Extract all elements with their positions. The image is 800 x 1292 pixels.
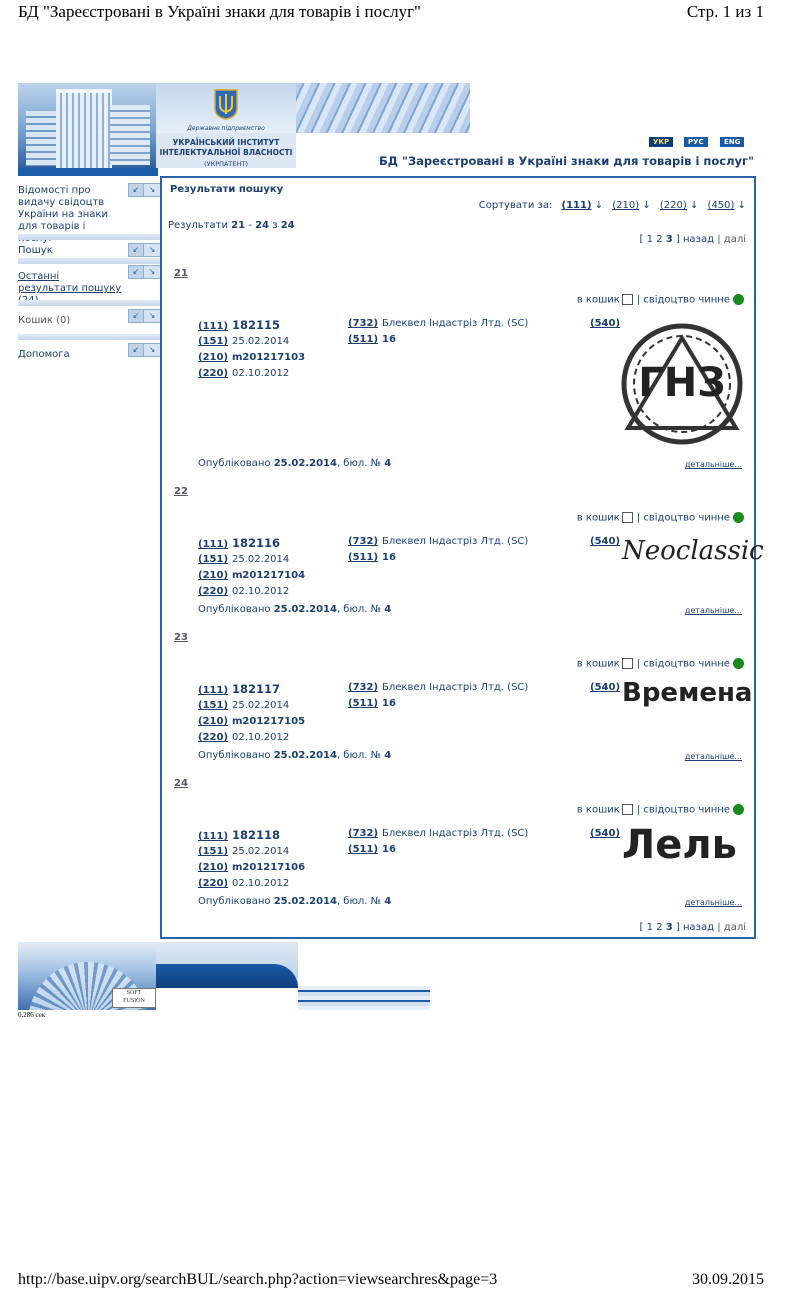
status-valid-icon [733,294,744,305]
add-to-cart-checkbox[interactable] [622,804,633,815]
pager-top: [ 1 2 3 ] назад | далі [639,234,746,245]
details-link[interactable]: детальніше... [684,460,742,469]
details-link[interactable]: детальніше... [684,898,742,907]
field-540: (540) [590,536,621,547]
arrow-icon: ↙ [128,265,144,279]
arrow-icon: ↙ [128,243,144,257]
field-210: (210) m201217106 [198,862,306,873]
institute-name: УКРАЇНСЬКИЙ ІНСТИТУТ ІНТЕЛЕКТУАЛЬНОЇ ВЛАСНОСТІ [159,138,293,157]
record-index[interactable]: 24 [174,778,188,789]
field-511: (511) 16 [348,552,396,563]
sidebar-divider [18,258,160,264]
field-111: (111) 182115 [198,318,281,332]
sort-label: Сортувати за: [478,200,553,211]
print-footer-date: 30.09.2015 [692,1271,764,1288]
softfusion-logo[interactable]: SOFT FUSION [112,988,156,1008]
page-3-current: 3 [665,922,673,933]
field-220: (220) 02.10.2012 [198,878,290,889]
page-2-link[interactable]: 2 [656,922,663,933]
add-to-cart-checkbox[interactable] [622,512,633,523]
trademark-image [618,318,746,450]
footer-image [156,942,298,988]
field-151: (151) 25.02.2014 [198,700,290,711]
print-footer-url: http://base.uipv.org/searchBUL/search.php?action=viewsearchres&page=3 [18,1271,498,1288]
details-link[interactable]: детальніше... [684,606,742,615]
result-record [162,268,754,468]
lang-eng-button[interactable]: ENG [720,137,744,147]
print-header-page: Стр. 1 из 1 [686,2,764,21]
print-header-title: БД "Зареєстровані в Україні знаки для товарів і послуг" [18,2,421,21]
field-732: (732) Блеквел Індастріз Лтд. (SC) [348,536,529,547]
institute-short-name: (УКРПАТЕНТ) [204,160,248,168]
status-valid-icon [733,658,744,669]
field-220: (220) 02.10.2012 [198,586,290,597]
field-511: (511) 16 [348,844,396,855]
pager-back-link[interactable]: назад [683,234,715,245]
arrow-icon: ↘ [143,343,161,357]
field-111: (111) 182118 [198,828,281,842]
page-1-link[interactable]: 1 [646,922,653,933]
trident-emblem-icon [212,88,240,120]
field-210: (210) m201217104 [198,570,306,581]
field-210: (210) m201217103 [198,352,306,363]
published-line: Опубліковано 25.02.2014, бюл. № 4 [198,896,392,907]
arrow-icon: ↙ [128,309,144,323]
field-220: (220) 02.10.2012 [198,732,290,743]
arrow-icon: ↘ [143,243,161,257]
sidebar-item-help[interactable]: Допомога [18,349,70,360]
field-732: (732) Блеквел Індастріз Лтд. (SC) [348,682,529,693]
sidebar-divider [18,300,160,306]
record-index[interactable]: 23 [174,632,188,643]
lang-rus-button[interactable]: РУС [684,137,708,147]
record-status: в кошик | свідоцтво чинне [577,658,744,670]
field-511: (511) 16 [348,334,396,345]
status-valid-icon [733,512,744,523]
result-record [162,486,764,633]
result-record [162,778,754,925]
results-title: Результати пошуку [170,184,284,195]
arrow-icon: ↘ [143,183,161,197]
result-record [162,632,754,779]
field-732: (732) Блеквел Індастріз Лтд. (SC) [348,828,529,839]
page-timing: 0.286 сек [18,1011,46,1019]
status-valid-icon [733,804,744,815]
pager-next-link: далі [723,922,746,933]
banner-band [18,168,158,176]
record-status: в кошик | свідоцтво чинне [577,294,744,306]
building-image [18,83,156,168]
sort-111-link[interactable]: (111) ↓ [561,200,604,211]
details-link[interactable]: детальніше... [684,752,742,761]
field-732: (732) Блеквел Індастріз Лтд. (SC) [348,318,529,329]
field-511: (511) 16 [348,698,396,709]
trademark-text: Лель [622,822,737,868]
field-540: (540) [590,828,621,839]
pager-next-link: далі [723,234,746,245]
published-line: Опубліковано 25.02.2014, бюл. № 4 [198,458,392,469]
published-line: Опубліковано 25.02.2014, бюл. № 4 [198,604,392,615]
field-151: (151) 25.02.2014 [198,846,290,857]
field-151: (151) 25.02.2014 [198,554,290,565]
field-220: (220) 02.10.2012 [198,368,290,379]
institute-block [156,83,296,168]
record-index[interactable]: 22 [174,486,188,497]
field-111: (111) 182116 [198,536,281,550]
sidebar-divider [18,334,160,340]
pager-bottom: [ 1 2 3 ] назад | далі [639,922,746,933]
page-1-link[interactable]: 1 [646,234,653,245]
page-3-current: 3 [665,234,673,245]
sort-450-link[interactable]: (450) ↓ [707,200,746,211]
arrow-icon: ↙ [128,183,144,197]
add-to-cart-checkbox[interactable] [622,294,633,305]
record-status: в кошик | свідоцтво чинне [577,512,744,524]
arrow-icon: ↘ [143,265,161,279]
arrow-icon: ↘ [143,309,161,323]
sidebar-item-bulletin[interactable]: Відомості про видачу свідоцтв України на знаки для товарів і [18,185,108,232]
sort-bar [473,200,746,211]
sidebar-item-cart[interactable]: Кошик (0) [18,315,71,326]
field-540: (540) [590,318,621,329]
add-to-cart-checkbox[interactable] [622,658,633,669]
trademark-text: ГНЗ [638,360,726,406]
lang-ukr-button[interactable]: УКР [649,137,673,147]
results-range: Результати 21 - 24 з 24 [168,220,295,231]
sidebar-item-last-results[interactable]: Останні результати пошуку [18,271,122,294]
record-status: в кошик | свідоцтво чинне [577,804,744,816]
record-index[interactable]: 21 [174,268,188,279]
footer-image [298,986,430,1010]
architecture-image [296,83,470,133]
results-panel [160,176,764,939]
field-151: (151) 25.02.2014 [198,336,290,347]
pager-back-link[interactable]: назад [683,922,715,933]
state-enterprise-label: Державне підприємство [187,125,265,132]
trademark-text: Времена [622,678,753,708]
site-title: БД "Зареєстровані в Україні знаки для товарів і послуг" [378,154,754,168]
sort-210-link[interactable]: (210) ↓ [612,200,651,211]
field-210: (210) m201217105 [198,716,306,727]
sidebar-divider [18,234,160,240]
trademark-text: Neoclassic [622,536,764,566]
page-2-link[interactable]: 2 [656,234,663,245]
published-line: Опубліковано 25.02.2014, бюл. № 4 [198,750,392,761]
field-111: (111) 182117 [198,682,281,696]
sidebar-item-search[interactable]: Пошук [18,245,53,256]
sort-220-link[interactable]: (220) ↓ [659,200,699,211]
arrow-icon: ↙ [128,343,144,357]
field-540: (540) [590,682,621,693]
